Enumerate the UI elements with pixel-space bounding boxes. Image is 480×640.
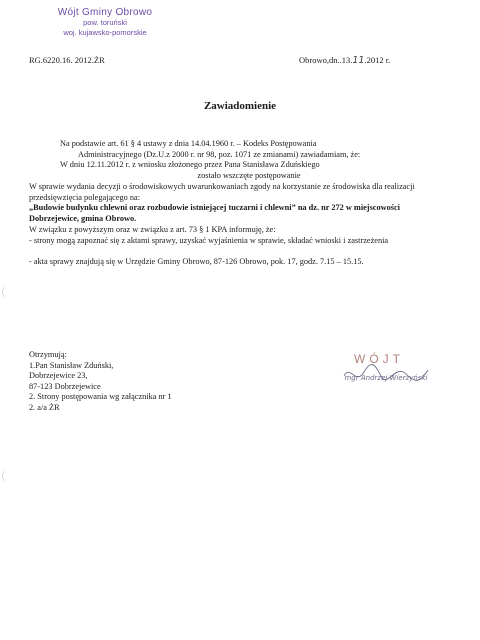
date-prefix: Obrowo,dn..13. xyxy=(299,55,353,65)
date-suffix: .2012 r. xyxy=(364,55,391,65)
seal-title: WÓJT xyxy=(354,352,404,366)
stamp-office-name: Wójt Gminy Obrowo xyxy=(57,7,153,18)
punch-hole-mark xyxy=(2,470,13,482)
office-stamp xyxy=(40,8,170,38)
stamp-voivodeship: woj. kujawsko-pomorskie xyxy=(63,28,147,37)
recipient-line: 87-123 Dobrzejewice xyxy=(29,381,101,391)
recipients-list xyxy=(29,350,289,413)
matter-paragraph: W sprawie wydania decyzji o środowiskowych uwarunkowaniach zgody na korzystanie ze środowiska dla realizacji przedsięwzięcia polegającego na: xyxy=(29,182,415,202)
project-description: „Budowie budynku chlewni oraz rozbudowie istniejącej tuczarni i chlewni” na dz. nr 272 w miejscowości Dobrzejewice, gmina Obrowo. xyxy=(29,203,400,223)
seal-name: mgr Andrzej Wierzyński xyxy=(344,374,428,382)
notice-item-rights: - strony mogą zapoznać się z aktami sprawy, uzyskać wyjaśnienia w sprawie, składać wnioski i zastrzeżenia xyxy=(29,236,389,245)
recipient-line: Dobrzejewice 23, xyxy=(29,371,88,380)
recipients-heading: Otrzymują: xyxy=(29,350,67,359)
date-handwritten-month: 11 xyxy=(352,55,365,66)
notice-intro: W związku z powyższym oraz w związku z art. 73 § 1 KPA informuję, że: xyxy=(29,225,276,234)
proceedings-initiated: zostało wszczęte postępowanie xyxy=(197,171,301,180)
punch-hole-mark xyxy=(2,286,13,298)
legal-basis-line-1: Na podstawie art. 61 § 4 ustawy z dnia 14.04.1960 r. – Kodeks Postępowania xyxy=(60,139,317,148)
reference-number: RG.6220.16. 2012.ŻR xyxy=(29,55,105,65)
recipient-line: 2. a/a ŻR xyxy=(29,402,60,412)
legal-basis-line-2: Administracyjnego (Dz.U.z 2000 r. nr 98, poz. 1071 ze zmianami) zawiadamiam, że: xyxy=(78,149,361,159)
notice-item-files-location: - akta sprawy znajdują się w Urzędzie Gminy Obrowo, 87-126 Obrowo, pok. 17, godz. 7.15 – 15.15. xyxy=(29,257,364,266)
application-paragraph: W dniu 12.11.2012 r. z wniosku złożonego przez Pana Stanisława Zduńskiego xyxy=(60,160,320,169)
stamp-county: pow. toruński xyxy=(83,18,127,27)
recipient-line: 2. Strony postępowania wg załącznika nr 1 xyxy=(29,392,172,401)
recipient-line: 1.Pan Stanisław Zduński, xyxy=(29,360,114,370)
signature-seal xyxy=(316,352,456,398)
document-title: Zawiadomienie xyxy=(203,100,277,112)
document-date xyxy=(299,55,390,66)
legal-basis-paragraph xyxy=(60,139,438,160)
